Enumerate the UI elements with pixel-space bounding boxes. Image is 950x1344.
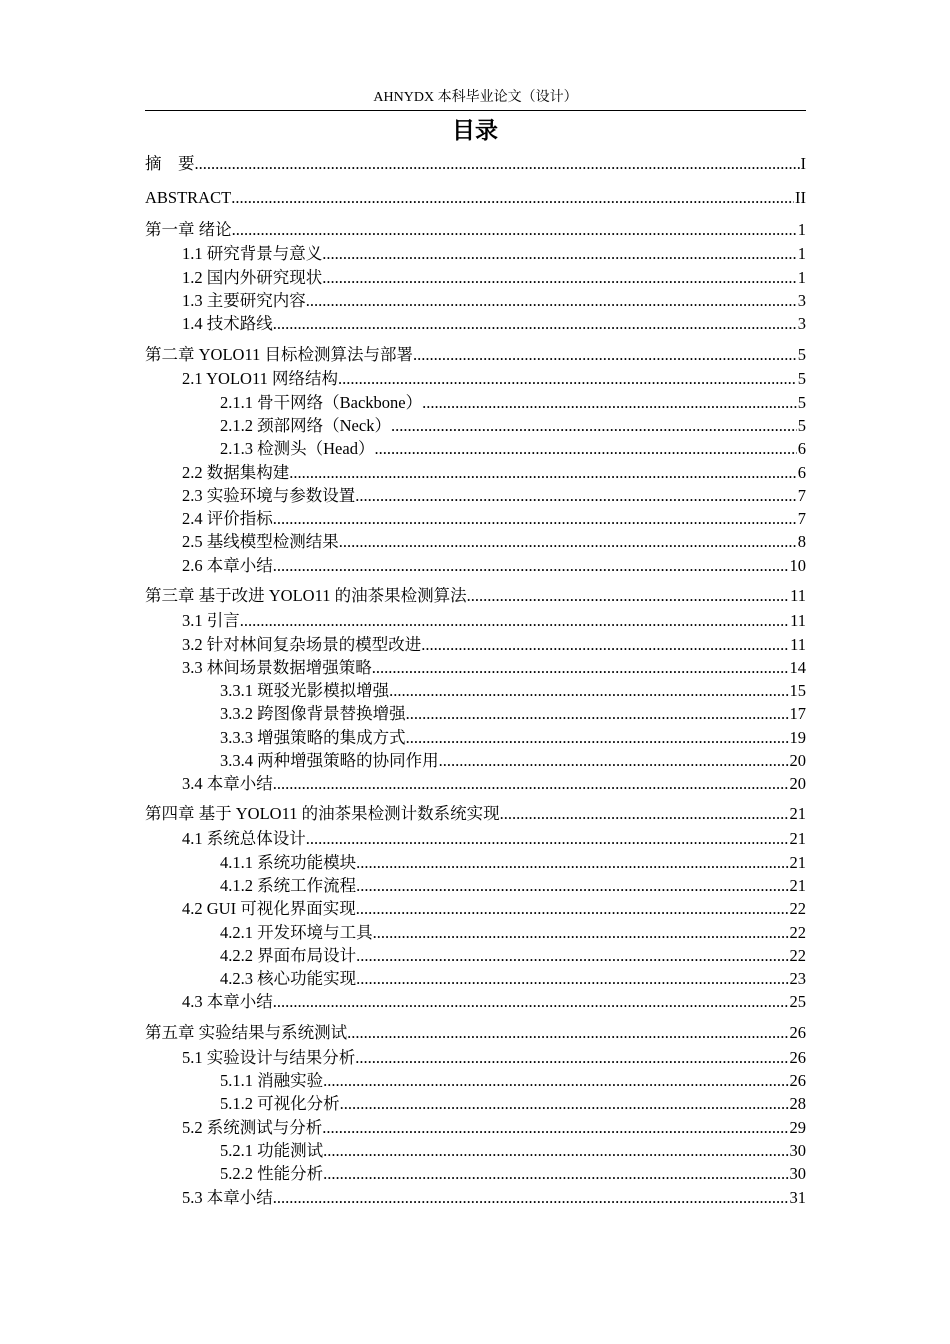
toc-leader-dots xyxy=(306,290,797,312)
toc-entry[interactable] xyxy=(182,267,806,289)
toc-entry[interactable] xyxy=(145,153,806,175)
toc-entry[interactable] xyxy=(220,1140,806,1162)
toc-leader-dots xyxy=(355,485,797,507)
toc-page-number: 23 xyxy=(789,969,806,988)
toc-entry-label: 5.1.2 可视化分析 xyxy=(220,1094,340,1113)
toc-leader-dots xyxy=(339,531,797,553)
toc-leader-dots xyxy=(347,1022,788,1044)
toc-leader-dots xyxy=(338,368,797,390)
toc-entry-label: 5.3 本章小结 xyxy=(182,1188,273,1207)
toc-page-number: I xyxy=(800,154,806,173)
toc-leader-dots xyxy=(273,508,797,530)
toc-entry[interactable] xyxy=(182,485,806,507)
toc-entry[interactable] xyxy=(145,219,806,241)
toc-leader-dots xyxy=(406,727,789,749)
toc-entry-label: 2.2 数据集构建 xyxy=(182,463,290,482)
toc-entry-label: 摘 要 xyxy=(145,154,195,173)
toc-leader-dots xyxy=(322,267,797,289)
toc-entry-label: 2.1.2 颈部网络（Neck） xyxy=(220,416,391,435)
toc-entry[interactable] xyxy=(220,875,806,897)
toc-entry-label: 2.4 评价指标 xyxy=(182,509,273,528)
toc-entry[interactable] xyxy=(220,922,806,944)
toc-entry-label: 2.1.1 骨干网络（Backbone） xyxy=(220,393,423,412)
page-title: 目录 xyxy=(452,118,498,144)
toc-leader-dots xyxy=(422,392,797,414)
toc-entry[interactable] xyxy=(220,727,806,749)
toc-leader-dots xyxy=(323,1070,788,1092)
toc-page-number: 5 xyxy=(797,393,806,412)
toc-entry[interactable] xyxy=(220,750,806,772)
toc-entry[interactable] xyxy=(182,555,806,577)
toc-entry-label: 4.2.1 开发环境与工具 xyxy=(220,923,373,942)
toc-entry-label: 第四章 基于 YOLO11 的油茶果检测计数系统实现 xyxy=(145,804,500,823)
toc-page-number: 1 xyxy=(797,244,806,263)
toc-entry[interactable] xyxy=(145,344,806,366)
toc-entry-label: 5.2.1 功能测试 xyxy=(220,1141,324,1160)
toc-entry-label: 5.1.1 消融实验 xyxy=(220,1071,324,1090)
toc-leader-dots xyxy=(500,803,789,825)
toc-entry[interactable] xyxy=(182,1117,806,1139)
toc-leader-dots xyxy=(240,610,789,632)
toc-leader-dots xyxy=(467,585,790,607)
toc-leader-dots xyxy=(273,1187,789,1209)
toc-entry[interactable] xyxy=(220,680,806,702)
toc-leader-dots xyxy=(372,657,789,679)
toc-leader-dots xyxy=(389,680,788,702)
toc-leader-dots xyxy=(232,219,797,241)
toc-leader-dots xyxy=(406,703,789,725)
toc-entry[interactable] xyxy=(182,657,806,679)
toc-entry[interactable] xyxy=(220,415,806,437)
toc-entry-label: 2.1 YOLO11 网络结构 xyxy=(182,369,338,388)
toc-entry-label: 3.4 本章小结 xyxy=(182,774,273,793)
toc-entry[interactable] xyxy=(182,531,806,553)
toc-page-number: 31 xyxy=(789,1188,806,1207)
toc-page-number: 29 xyxy=(789,1118,806,1137)
toc-page-number: 3 xyxy=(797,291,806,310)
toc-page-number: 22 xyxy=(789,899,806,918)
toc-leader-dots xyxy=(356,875,788,897)
toc-entry-label: 3.3.4 两种增强策略的协同作用 xyxy=(220,751,439,770)
toc-page-number: 7 xyxy=(797,486,806,505)
toc-entry-label: 第一章 绪论 xyxy=(145,220,232,239)
toc-leader-dots xyxy=(273,313,797,335)
toc-leader-dots xyxy=(355,1047,788,1069)
toc-leader-dots xyxy=(373,922,789,944)
toc-leader-dots xyxy=(195,153,800,175)
toc-entry-label: 第二章 YOLO11 目标检测算法与部署 xyxy=(145,345,413,364)
toc-page-number: 21 xyxy=(789,853,806,872)
toc-page-number: 6 xyxy=(797,439,806,458)
toc-leader-dots xyxy=(322,1117,788,1139)
toc-leader-dots xyxy=(340,1093,789,1115)
toc-entry[interactable] xyxy=(182,898,806,920)
toc-leader-dots xyxy=(356,945,788,967)
toc-page-number: 19 xyxy=(789,728,806,747)
toc-entry-label: 2.1.3 检测头（Head） xyxy=(220,439,375,458)
toc-page-number: 21 xyxy=(789,876,806,895)
toc-entry-label: 3.2 针对林间复杂场景的模型改进 xyxy=(182,635,422,654)
toc-page-number: 26 xyxy=(789,1048,806,1067)
toc-page-number: 1 xyxy=(797,220,806,239)
toc-entry[interactable] xyxy=(220,1070,806,1092)
toc-entry-label: 1.2 国内外研究现状 xyxy=(182,268,323,287)
toc-entry[interactable] xyxy=(220,392,806,414)
toc-entry[interactable] xyxy=(182,634,806,656)
toc-page-number: 14 xyxy=(789,658,806,677)
toc-entry-label: 1.4 技术路线 xyxy=(182,314,273,333)
toc-entry[interactable] xyxy=(182,368,806,390)
toc-page-number: 17 xyxy=(789,704,806,723)
toc-page-number: 5 xyxy=(797,416,806,435)
toc-entry[interactable] xyxy=(220,968,806,990)
toc-entry[interactable] xyxy=(182,1047,806,1069)
toc-entry-label: 3.3.2 跨图像背景替换增强 xyxy=(220,704,406,723)
toc-entry-label: 第三章 基于改进 YOLO11 的油茶果检测算法 xyxy=(145,586,467,605)
toc-entry[interactable] xyxy=(182,508,806,530)
toc-page-number: 22 xyxy=(789,923,806,942)
toc-entry-label: 4.1.2 系统工作流程 xyxy=(220,876,357,895)
toc-entry[interactable] xyxy=(182,313,806,335)
toc-entry[interactable] xyxy=(182,991,806,1013)
toc-entry[interactable] xyxy=(182,1187,806,1209)
toc-leader-dots xyxy=(322,243,797,265)
toc-page-number: 11 xyxy=(790,635,806,654)
toc-entry[interactable] xyxy=(145,1022,806,1044)
toc-entry[interactable] xyxy=(182,462,806,484)
toc-entry-label: 1.3 主要研究内容 xyxy=(182,291,306,310)
toc-entry[interactable] xyxy=(145,187,806,209)
toc-leader-dots xyxy=(273,991,789,1013)
toc-entry[interactable] xyxy=(220,1093,806,1115)
toc-entry-label: 第五章 实验结果与系统测试 xyxy=(145,1023,348,1042)
toc-entry[interactable] xyxy=(220,438,806,460)
toc-leader-dots xyxy=(413,344,797,366)
toc-page-number: 7 xyxy=(797,509,806,528)
toc-entry[interactable] xyxy=(182,610,806,632)
toc-page-number: 10 xyxy=(789,556,806,575)
toc-entry[interactable] xyxy=(182,243,806,265)
toc-entry[interactable] xyxy=(220,945,806,967)
toc-entry-label: 3.3.1 斑驳光影模拟增强 xyxy=(220,681,390,700)
toc-page-number: 1 xyxy=(797,268,806,287)
toc-page-number: 21 xyxy=(789,804,806,823)
toc-page-number: 20 xyxy=(789,751,806,770)
toc-entry-label: 1.1 研究背景与意义 xyxy=(182,244,323,263)
toc-page-number: 5 xyxy=(797,345,806,364)
toc-leader-dots xyxy=(356,898,789,920)
toc-page-number: 30 xyxy=(789,1164,806,1183)
toc-entry-label: 4.1 系统总体设计 xyxy=(182,829,306,848)
toc-page-number: 15 xyxy=(789,681,806,700)
toc-entry-label: 3.3.3 增强策略的集成方式 xyxy=(220,728,406,747)
toc-entry-label: 5.2 系统测试与分析 xyxy=(182,1118,323,1137)
toc-leader-dots xyxy=(323,1140,788,1162)
toc-page-number: 11 xyxy=(790,586,806,605)
toc-leader-dots xyxy=(421,634,789,656)
toc-leader-dots xyxy=(289,462,797,484)
toc-page-number: II xyxy=(795,188,806,207)
toc-entry[interactable] xyxy=(220,703,806,725)
toc-leader-dots xyxy=(356,968,788,990)
toc-entry-label: 4.2 GUI 可视化界面实现 xyxy=(182,899,356,918)
toc-leader-dots xyxy=(439,750,789,772)
toc-entry[interactable] xyxy=(145,585,806,607)
toc-entry[interactable] xyxy=(220,1163,806,1185)
toc-page-number: 21 xyxy=(789,829,806,848)
toc-entry-label: 2.6 本章小结 xyxy=(182,556,273,575)
toc-entry-label: 4.2.2 界面布局设计 xyxy=(220,946,357,965)
toc-entry-label: ABSTRACT xyxy=(145,188,232,207)
toc-entry-label: 3.1 引言 xyxy=(182,611,240,630)
toc-leader-dots xyxy=(306,828,789,850)
toc-entry[interactable] xyxy=(220,852,806,874)
toc-entry-label: 2.5 基线模型检测结果 xyxy=(182,532,339,551)
toc-leader-dots xyxy=(323,1163,788,1185)
toc-page-number: 26 xyxy=(789,1071,806,1090)
toc-entry[interactable] xyxy=(182,828,806,850)
toc-entry-label: 4.1.1 系统功能模块 xyxy=(220,853,357,872)
toc-page-number: 6 xyxy=(797,463,806,482)
toc-page-number: 5 xyxy=(797,369,806,388)
toc-entry-label: 4.3 本章小结 xyxy=(182,992,273,1011)
toc-entry-label: 3.3 林间场景数据增强策略 xyxy=(182,658,372,677)
toc-leader-dots xyxy=(356,852,788,874)
toc-leader-dots xyxy=(273,555,789,577)
running-header: AHNYDX 本科毕业论文（设计） xyxy=(145,88,806,111)
toc-page-number: 25 xyxy=(789,992,806,1011)
toc-entry[interactable] xyxy=(145,803,806,825)
toc-entry-label: 5.2.2 性能分析 xyxy=(220,1164,324,1183)
toc-entry[interactable] xyxy=(182,290,806,312)
toc-page-number: 26 xyxy=(789,1023,806,1042)
toc-entry-label: 2.3 实验环境与参数设置 xyxy=(182,486,356,505)
toc-leader-dots xyxy=(273,773,789,795)
toc-entry-label: 5.1 实验设计与结果分析 xyxy=(182,1048,356,1067)
toc-entry[interactable] xyxy=(182,773,806,795)
toc-entry-label: 4.2.3 核心功能实现 xyxy=(220,969,357,988)
toc-page-number: 22 xyxy=(789,946,806,965)
toc-page-number: 28 xyxy=(789,1094,806,1113)
toc-page-number: 20 xyxy=(789,774,806,793)
toc-page-number: 30 xyxy=(789,1141,806,1160)
toc-leader-dots xyxy=(231,187,794,209)
toc-leader-dots xyxy=(391,415,797,437)
toc-page-number: 11 xyxy=(790,611,806,630)
toc-page-number: 3 xyxy=(797,314,806,333)
toc-leader-dots xyxy=(374,438,796,460)
toc-page-number: 8 xyxy=(797,532,806,551)
